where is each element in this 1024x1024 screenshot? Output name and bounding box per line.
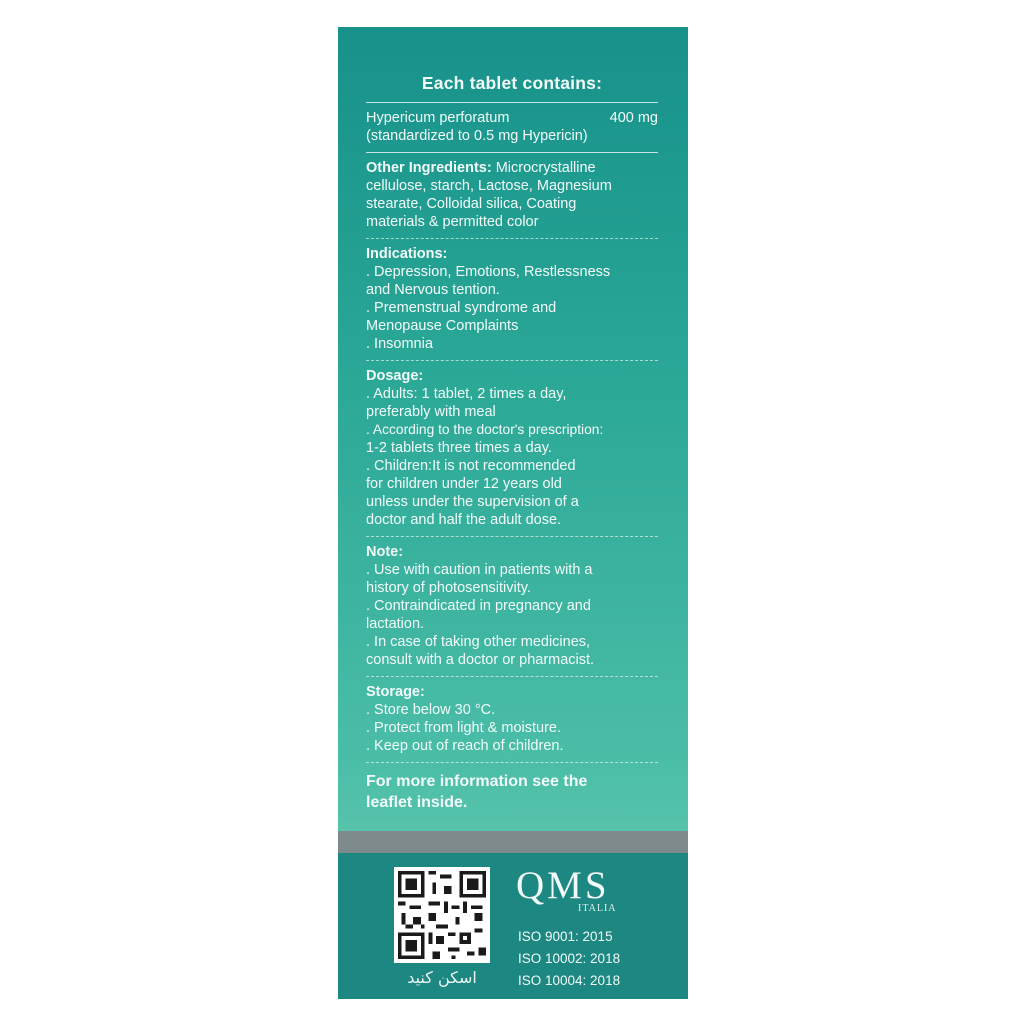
divider (366, 536, 658, 537)
divider (366, 238, 658, 239)
dosage-line: . Children:It is not recommended (366, 458, 576, 474)
divider (366, 152, 658, 153)
note-line: consult with a doctor or pharmacist. (366, 652, 595, 668)
indications-line: . Premenstrual syndrome and (366, 300, 557, 316)
indications-line: Menopause Complaints (366, 318, 519, 334)
other-ingredients-text: Microcrystalline (491, 160, 596, 176)
gray-band (338, 831, 688, 853)
indications-line: . Insomnia (366, 336, 433, 352)
dosage-line: . According to the doctor's prescription: (366, 422, 604, 437)
other-ingredients-line: stearate, Colloidal silica, Coating (366, 196, 577, 212)
divider (366, 762, 658, 763)
note-heading: Note: (366, 544, 404, 560)
indications-heading: Indications: (366, 246, 448, 262)
active-ingredient-name: Hypericum perforatum (366, 110, 510, 126)
qms-logo: QMS (516, 864, 610, 907)
indications-line: . Depression, Emotions, Restlessness (366, 264, 611, 280)
divider (366, 676, 658, 677)
storage-line: . Protect from light & moisture. (366, 720, 562, 736)
more-info-text (366, 771, 658, 813)
label-content (366, 73, 658, 813)
dosage-line: preferably with meal (366, 404, 496, 420)
iso-certification: ISO 10004: 2018 (518, 973, 621, 988)
note-line: lactation. (366, 616, 425, 632)
more-info-line: For more information see the (366, 773, 588, 790)
divider (366, 360, 658, 361)
qr-code-icon[interactable] (394, 867, 490, 963)
package-side-panel (338, 27, 688, 999)
other-ingredients-line: cellulose, starch, Lactose, Magnesium (366, 178, 612, 194)
active-ingredient-standard: (standardized to 0.5 mg Hypericin) (366, 128, 588, 144)
dosage-line: doctor and half the adult dose. (366, 512, 562, 528)
contents-title: Each tablet contains: (421, 73, 603, 93)
indications-line: and Nervous tention. (366, 282, 500, 298)
more-info-line: leaflet inside. (366, 794, 468, 811)
iso-certification: ISO 10002: 2018 (518, 951, 621, 966)
note-line: . Contraindicated in pregnancy and (366, 598, 591, 614)
dosage-line: 1-2 tablets three times a day. (366, 440, 552, 456)
dosage-line: for children under 12 years old (366, 476, 562, 492)
other-ingredients-line: materials & permitted color (366, 214, 539, 230)
scan-label: اسکن کنید (407, 968, 477, 987)
storage-line: . Store below 30 °C. (366, 702, 496, 718)
bottom-band (338, 853, 688, 999)
active-ingredient-amount: 400 mg (609, 110, 658, 126)
other-ingredients-heading: Other Ingredients: (366, 160, 492, 176)
iso-certification: ISO 9001: 2015 (518, 929, 613, 944)
note-line: history of photosensitivity. (366, 580, 531, 596)
dosage-line: . Adults: 1 tablet, 2 times a day, (366, 386, 567, 402)
active-ingredient-row (366, 109, 658, 127)
note-line: . Use with caution in patients with a (366, 562, 593, 578)
dosage-heading: Dosage: (366, 368, 424, 384)
storage-line: . Keep out of reach of children. (366, 738, 564, 754)
storage-heading: Storage: (366, 684, 425, 700)
note-line: . In case of taking other medicines, (366, 634, 591, 650)
divider (366, 102, 658, 103)
qms-logo-subtitle: ITALIA (578, 903, 617, 914)
other-ingredients-line-1 (366, 159, 658, 177)
dosage-line: unless under the supervision of a (366, 494, 579, 510)
